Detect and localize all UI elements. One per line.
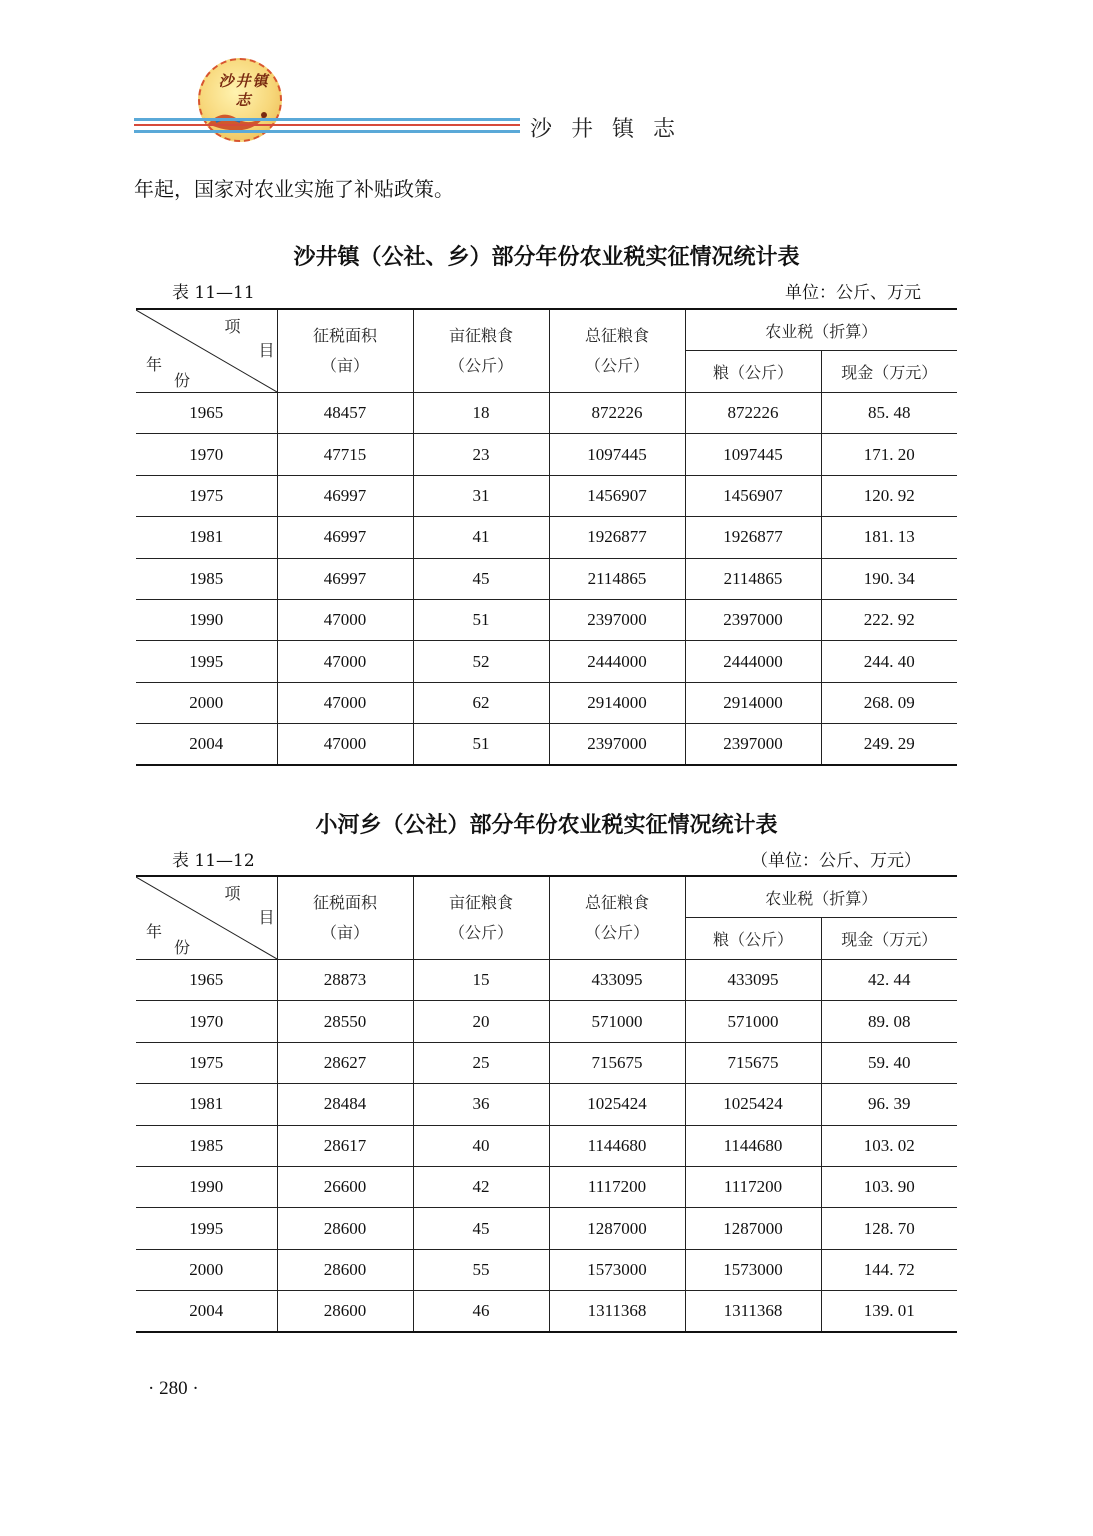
table-row — [136, 393, 957, 434]
table-row — [136, 641, 957, 682]
col-header-tax-grain: 粮（公斤） — [685, 918, 821, 960]
cell-per-mu: 25 — [413, 1042, 549, 1083]
cell-tax-grain: 1117200 — [685, 1166, 821, 1207]
cell-year: 1975 — [136, 475, 277, 516]
cell-tax-cash: 103. 02 — [821, 1125, 957, 1166]
cell-total: 872226 — [549, 393, 685, 434]
cell-year: 2000 — [136, 1249, 277, 1290]
cell-total: 2914000 — [549, 682, 685, 723]
table-row — [136, 1208, 957, 1249]
cell-per-mu: 15 — [413, 960, 549, 1001]
cell-per-mu: 42 — [413, 1166, 549, 1207]
running-header-title: 沙 井 镇 志 — [530, 117, 681, 142]
cell-per-mu: 45 — [413, 1208, 549, 1249]
col-header-label: 总征粮食 — [584, 893, 649, 912]
table-unit: 单位：公斤、万元 — [785, 283, 921, 303]
header-diagonal-cell — [136, 876, 277, 960]
header-year-label: 份 — [174, 938, 191, 957]
cell-tax-grain: 2914000 — [685, 682, 821, 723]
table-row — [136, 599, 957, 640]
cell-area: 47000 — [277, 724, 413, 765]
cell-tax-cash: 103. 90 — [821, 1166, 957, 1207]
col-header-label: 亩征粮食 — [448, 893, 513, 912]
table-row — [136, 1166, 957, 1207]
col-header-unit: （公斤） — [584, 356, 649, 375]
header-item-label: 项 — [224, 884, 241, 903]
col-header-unit: （亩） — [320, 923, 369, 942]
cell-year: 1975 — [136, 1042, 277, 1083]
col-header-tax-group: 农业税（折算） — [685, 309, 957, 351]
cell-total: 1144680 — [549, 1125, 685, 1166]
header-rule-red — [134, 124, 520, 126]
col-header-unit: （公斤） — [448, 356, 513, 375]
cell-total: 1311368 — [549, 1291, 685, 1332]
col-header-label: 征税面积 — [312, 893, 377, 912]
cell-area: 47000 — [277, 599, 413, 640]
table-row — [136, 558, 957, 599]
cell-area: 28600 — [277, 1249, 413, 1290]
cell-year: 1985 — [136, 558, 277, 599]
table-title: 小河乡（公社）部分年份农业税实征情况统计表 — [315, 813, 778, 838]
col-header-label: 总征粮食 — [584, 326, 649, 345]
col-header-total — [549, 876, 685, 960]
cell-year: 1965 — [136, 960, 277, 1001]
cell-area: 28600 — [277, 1208, 413, 1249]
cell-year: 1990 — [136, 599, 277, 640]
cell-tax-grain: 1025424 — [685, 1084, 821, 1125]
table-row — [136, 724, 957, 765]
cell-area: 28617 — [277, 1125, 413, 1166]
page-number: · 280 · — [148, 1378, 199, 1399]
cell-area: 28873 — [277, 960, 413, 1001]
col-header-tax-grain: 粮（公斤） — [685, 351, 821, 393]
table-row — [136, 517, 957, 558]
cell-tax-grain: 715675 — [685, 1042, 821, 1083]
cell-tax-cash: 128. 70 — [821, 1208, 957, 1249]
cell-tax-grain: 2114865 — [685, 558, 821, 599]
cell-area: 26600 — [277, 1166, 413, 1207]
col-header-per-mu — [413, 876, 549, 960]
cell-area: 28550 — [277, 1001, 413, 1042]
cell-tax-cash: 144. 72 — [821, 1249, 957, 1290]
cell-per-mu: 51 — [413, 599, 549, 640]
cell-tax-cash: 244. 40 — [821, 641, 957, 682]
cell-tax-grain: 1287000 — [685, 1208, 821, 1249]
cell-per-mu: 62 — [413, 682, 549, 723]
cell-total: 1287000 — [549, 1208, 685, 1249]
cell-area: 46997 — [277, 517, 413, 558]
cell-area: 47000 — [277, 682, 413, 723]
cell-year: 2004 — [136, 1291, 277, 1332]
table-number: 表 11—12 — [172, 851, 255, 871]
page-header — [0, 0, 1093, 150]
cell-total: 1456907 — [549, 475, 685, 516]
cell-tax-cash: 249. 29 — [821, 724, 957, 765]
cell-tax-cash: 222. 92 — [821, 599, 957, 640]
header-rule-blue-lower — [134, 130, 520, 133]
cell-total: 1926877 — [549, 517, 685, 558]
cell-tax-cash: 181. 13 — [821, 517, 957, 558]
cell-tax-cash: 85. 48 — [821, 393, 957, 434]
cell-tax-grain: 1573000 — [685, 1249, 821, 1290]
cell-per-mu: 40 — [413, 1125, 549, 1166]
cell-per-mu: 55 — [413, 1249, 549, 1290]
cell-tax-grain: 2397000 — [685, 599, 821, 640]
cell-tax-cash: 268. 09 — [821, 682, 957, 723]
cell-tax-cash: 42. 44 — [821, 960, 957, 1001]
header-diagonal-cell — [136, 309, 277, 393]
cell-area: 48457 — [277, 393, 413, 434]
cell-total: 1097445 — [549, 434, 685, 475]
cell-year: 1990 — [136, 1166, 277, 1207]
cell-year: 1985 — [136, 1125, 277, 1166]
cell-per-mu: 18 — [413, 393, 549, 434]
col-header-unit: （公斤） — [448, 923, 513, 942]
col-header-area — [277, 309, 413, 393]
header-year-label: 年 — [146, 922, 163, 941]
header-year-label: 份 — [174, 371, 191, 390]
table-row — [136, 1249, 957, 1290]
cell-year: 1970 — [136, 434, 277, 475]
cell-year: 1965 — [136, 393, 277, 434]
cell-tax-cash: 171. 20 — [821, 434, 957, 475]
table-row — [136, 434, 957, 475]
col-header-tax-group: 农业税（折算） — [685, 876, 957, 918]
col-header-unit: （亩） — [320, 356, 369, 375]
cell-tax-grain: 1144680 — [685, 1125, 821, 1166]
table-row — [136, 1042, 957, 1083]
col-header-tax-cash: 现金（万元） — [821, 918, 957, 960]
cell-tax-cash: 59. 40 — [821, 1042, 957, 1083]
cell-per-mu: 31 — [413, 475, 549, 516]
cell-per-mu: 46 — [413, 1291, 549, 1332]
col-header-label: 亩征粮食 — [448, 326, 513, 345]
cell-tax-cash: 120. 92 — [821, 475, 957, 516]
header-item-label: 项 — [224, 317, 241, 336]
table-row — [136, 1125, 957, 1166]
logo-text: 沙井镇志 — [218, 72, 270, 109]
col-header-label: 征税面积 — [312, 326, 377, 345]
cell-year: 1995 — [136, 641, 277, 682]
table-row — [136, 1001, 957, 1042]
header-year-label: 年 — [146, 355, 163, 374]
cell-area: 47715 — [277, 434, 413, 475]
cell-total: 1025424 — [549, 1084, 685, 1125]
header-rule-blue — [134, 118, 520, 121]
cell-tax-grain: 1097445 — [685, 434, 821, 475]
table-number: 表 11—11 — [172, 283, 255, 303]
cell-area: 28600 — [277, 1291, 413, 1332]
cell-tax-grain: 2444000 — [685, 641, 821, 682]
cell-year: 1995 — [136, 1208, 277, 1249]
col-header-unit: （公斤） — [584, 923, 649, 942]
cell-year: 2000 — [136, 682, 277, 723]
cell-tax-grain: 872226 — [685, 393, 821, 434]
cell-tax-grain: 2397000 — [685, 724, 821, 765]
cell-tax-grain: 571000 — [685, 1001, 821, 1042]
cell-year: 1970 — [136, 1001, 277, 1042]
cell-per-mu: 20 — [413, 1001, 549, 1042]
cell-total: 2114865 — [549, 558, 685, 599]
cell-area: 28627 — [277, 1042, 413, 1083]
cell-tax-cash: 96. 39 — [821, 1084, 957, 1125]
cell-area: 46997 — [277, 558, 413, 599]
body-paragraph: 年起，国家对农业实施了补贴政策。 — [134, 177, 454, 201]
cell-tax-grain: 433095 — [685, 960, 821, 1001]
cell-per-mu: 36 — [413, 1084, 549, 1125]
col-header-tax-cash: 现金（万元） — [821, 351, 957, 393]
cell-tax-grain: 1926877 — [685, 517, 821, 558]
cell-area: 47000 — [277, 641, 413, 682]
col-header-area — [277, 876, 413, 960]
table-row — [136, 1291, 957, 1332]
cell-tax-cash: 139. 01 — [821, 1291, 957, 1332]
header-item-label: 目 — [258, 341, 275, 360]
statistics-table — [136, 875, 957, 1333]
cell-tax-grain: 1311368 — [685, 1291, 821, 1332]
table-title: 沙井镇（公社、乡）部分年份农业税实征情况统计表 — [293, 245, 800, 270]
cell-total: 2397000 — [549, 599, 685, 640]
cell-per-mu: 52 — [413, 641, 549, 682]
cell-total: 2444000 — [549, 641, 685, 682]
statistics-table — [136, 308, 957, 766]
cell-total: 571000 — [549, 1001, 685, 1042]
cell-total: 1573000 — [549, 1249, 685, 1290]
cell-area: 28484 — [277, 1084, 413, 1125]
table-row — [136, 960, 957, 1001]
cell-year: 1981 — [136, 517, 277, 558]
cell-total: 1117200 — [549, 1166, 685, 1207]
cell-per-mu: 45 — [413, 558, 549, 599]
cell-total: 433095 — [549, 960, 685, 1001]
cell-per-mu: 23 — [413, 434, 549, 475]
cell-total: 2397000 — [549, 724, 685, 765]
cell-per-mu: 51 — [413, 724, 549, 765]
table-row — [136, 682, 957, 723]
cell-tax-grain: 1456907 — [685, 475, 821, 516]
col-header-per-mu — [413, 309, 549, 393]
table-row — [136, 1084, 957, 1125]
cell-total: 715675 — [549, 1042, 685, 1083]
cell-tax-cash: 190. 34 — [821, 558, 957, 599]
col-header-total — [549, 309, 685, 393]
header-item-label: 目 — [258, 908, 275, 927]
cell-area: 46997 — [277, 475, 413, 516]
cell-per-mu: 41 — [413, 517, 549, 558]
table-row — [136, 475, 957, 516]
cell-year: 2004 — [136, 724, 277, 765]
table-unit: （单位：公斤、万元） — [751, 851, 921, 871]
cell-tax-cash: 89. 08 — [821, 1001, 957, 1042]
cell-year: 1981 — [136, 1084, 277, 1125]
